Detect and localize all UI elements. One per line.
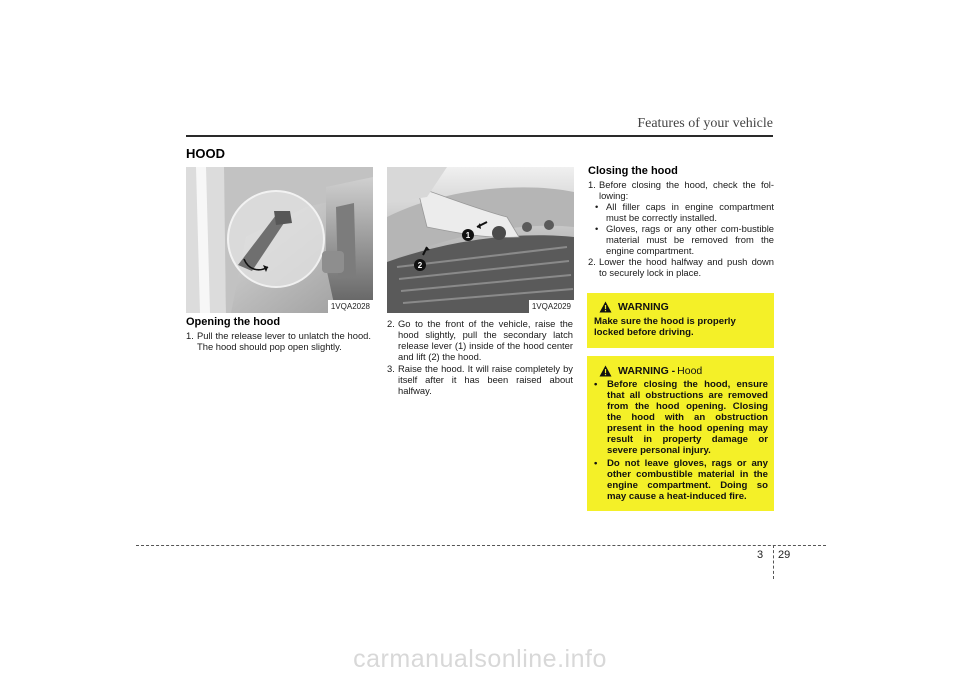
- footer-rule: [136, 545, 826, 546]
- warning-text: Make sure the hood is properly locked before driving.: [594, 316, 736, 338]
- page-number: 29: [778, 549, 791, 561]
- running-header: Features of your vehicle: [637, 116, 773, 131]
- warning-heading: [599, 301, 768, 313]
- step-number: 1.: [588, 179, 596, 190]
- warning-title-suffix: Hood: [677, 365, 703, 377]
- warning-bullet: • Before closing the hood, ensure that all obstructions are removed from the hood opening. Closing the hood with an obstruction present in the hood opening may result in property damage or severe personal injury.: [594, 379, 768, 456]
- closing-bullet: • Gloves, rags or any other com-bustible material must be removed from the engine compartment.: [595, 223, 774, 256]
- warning-triangle-icon: [599, 365, 612, 377]
- closing-title: Closing the hood: [588, 165, 678, 177]
- step-text: Pull the release lever to unlatch the hood. The hood should pop open slightly.: [197, 330, 371, 352]
- warning-box-hood: [587, 356, 774, 511]
- opening-steps-continued: [387, 318, 573, 396]
- warning-heading: [599, 365, 768, 377]
- step-text: Go to the front of the vehicle, raise the hood slightly, pull the secondary latch release lever (1) inside of the hood center and lift (2) the hood.: [398, 318, 573, 362]
- step-text: Raise the hood. It will raise completely by itself after it has been raised about halfway.: [398, 363, 573, 396]
- step-number: 2.: [387, 318, 395, 329]
- opening-step-3: [387, 363, 573, 396]
- closing-step-2: [588, 256, 774, 278]
- opening-title: Opening the hood: [186, 316, 281, 328]
- step-number: 3.: [387, 363, 395, 374]
- opening-section: [186, 317, 371, 352]
- warning-box-hood-lock: [587, 293, 774, 348]
- watermark: carmanualsonline.info: [353, 645, 607, 673]
- chapter-number: 3: [757, 549, 764, 561]
- warning-title: WARNING -: [618, 365, 676, 377]
- hood-secondary-latch-photo: [387, 167, 574, 313]
- step-number: 1.: [186, 330, 194, 341]
- step-text: Lower the hood halfway and push down to securely lock in place.: [599, 256, 774, 278]
- marker-1: 1: [465, 231, 471, 240]
- figure-code: 1VQA2029: [529, 300, 574, 313]
- figure-code: 1VQA2028: [328, 300, 373, 313]
- warning-bullet: • Do not leave gloves, rags or any other combustible material in the engine compartment. Doing so may cause a heat-induced fire.: [594, 458, 768, 502]
- footer-divider: [773, 545, 774, 579]
- marker-2: 2: [417, 261, 423, 270]
- warning-title: WARNING: [618, 301, 669, 313]
- opening-step-1: [186, 330, 371, 352]
- opening-step-2: [387, 318, 573, 362]
- closing-step-1: [588, 179, 774, 201]
- closing-bullet: • All filler caps in engine compartment must be correctly installed.: [595, 201, 774, 223]
- hood-release-lever-photo: [186, 167, 373, 313]
- section-title: HOOD: [186, 146, 225, 161]
- warning-triangle-icon: [599, 301, 612, 313]
- step-text: Before closing the hood, check the fol-lowing:: [599, 179, 774, 201]
- step-number: 2.: [588, 256, 596, 267]
- warning-body: [594, 379, 768, 502]
- header-rule: [186, 135, 773, 137]
- closing-section: [588, 166, 774, 278]
